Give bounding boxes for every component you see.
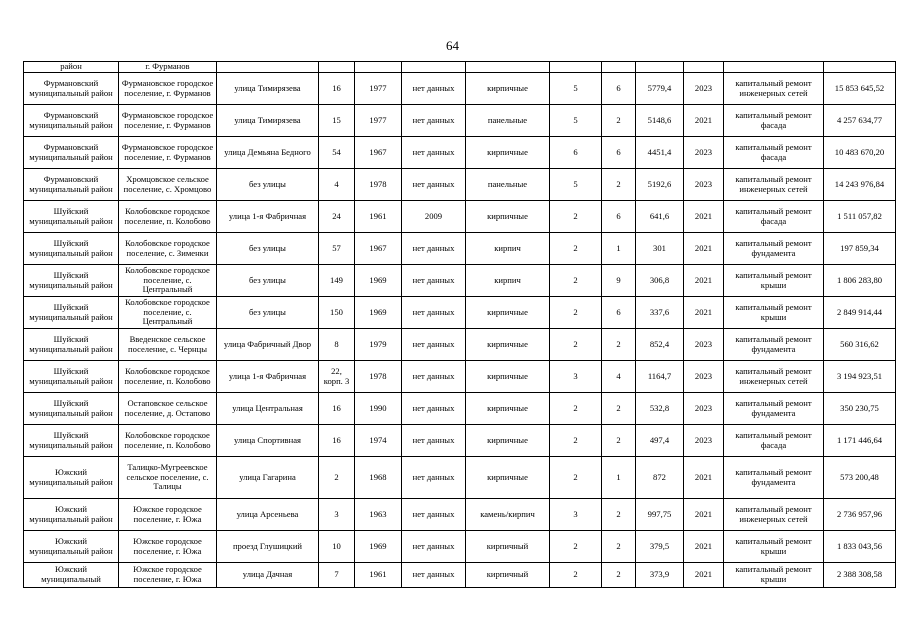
cell-district: Шуйский муниципальный район — [24, 265, 119, 297]
cell-reconstruction-year: нет данных — [402, 137, 466, 169]
cell-street: улица Спортивная — [217, 425, 319, 457]
cell-district: Шуйский муниципальный район — [24, 361, 119, 393]
cell-district: район — [24, 62, 119, 73]
cell-reconstruction-year: нет данных — [402, 499, 466, 531]
cell-repair-cost: 1 833 043,56 — [824, 531, 896, 563]
cell-entrances: 9 — [602, 265, 636, 297]
cell-total-area: 497,4 — [636, 425, 684, 457]
cell-reconstruction-year: нет данных — [402, 563, 466, 588]
cell-wall-material: кирпичный — [466, 563, 550, 588]
cell-repair-type: капитальный ремонт крыши — [724, 531, 824, 563]
cell-house-number: 4 — [319, 169, 355, 201]
cell-settlement: Колобовское городское поселение, с. Центральный — [119, 265, 217, 297]
table-row — [24, 169, 896, 201]
cell-reconstruction-year: нет данных — [402, 233, 466, 265]
cell-street: улица Центральная — [217, 393, 319, 425]
cell-entrances: 6 — [602, 297, 636, 329]
cell-repair-year — [684, 62, 724, 73]
cell-reconstruction-year: нет данных — [402, 73, 466, 105]
cell-floors: 2 — [550, 297, 602, 329]
cell-total-area: 641,6 — [636, 201, 684, 233]
cell-build-year: 1969 — [355, 297, 402, 329]
table-row — [24, 62, 896, 73]
cell-repair-cost: 15 853 645,52 — [824, 73, 896, 105]
table-row — [24, 393, 896, 425]
cell-street: улица 1-я Фабричная — [217, 361, 319, 393]
cell-repair-year: 2021 — [684, 531, 724, 563]
cell-repair-type: капитальный ремонт фасада — [724, 137, 824, 169]
cell-total-area: 5148,6 — [636, 105, 684, 137]
cell-repair-cost: 10 483 670,20 — [824, 137, 896, 169]
page-number: 64 — [446, 38, 459, 53]
cell-repair-cost: 350 230,75 — [824, 393, 896, 425]
cell-house-number: 22, корп. 3 — [319, 361, 355, 393]
cell-build-year: 1977 — [355, 105, 402, 137]
table-row — [24, 233, 896, 265]
cell-district: Шуйский муниципальный район — [24, 297, 119, 329]
cell-floors: 2 — [550, 531, 602, 563]
table-row — [24, 297, 896, 329]
cell-reconstruction-year: нет данных — [402, 393, 466, 425]
cell-house-number: 54 — [319, 137, 355, 169]
cell-build-year: 1967 — [355, 137, 402, 169]
cell-total-area: 997,75 — [636, 499, 684, 531]
cell-street: без улицы — [217, 297, 319, 329]
cell-repair-year: 2021 — [684, 233, 724, 265]
cell-repair-type: капитальный ремонт фундамента — [724, 233, 824, 265]
housing-repair-table — [23, 61, 896, 588]
cell-wall-material: кирпичные — [466, 201, 550, 233]
cell-district: Фурмановский муниципальный район — [24, 169, 119, 201]
cell-district: Фурмановский муниципальный район — [24, 73, 119, 105]
cell-wall-material: камень/кирпич — [466, 499, 550, 531]
cell-repair-type: капитальный ремонт крыши — [724, 265, 824, 297]
cell-street: улица Фабричный Двор — [217, 329, 319, 361]
cell-floors — [550, 62, 602, 73]
cell-house-number: 24 — [319, 201, 355, 233]
cell-build-year: 1990 — [355, 393, 402, 425]
cell-total-area: 4451,4 — [636, 137, 684, 169]
cell-street: без улицы — [217, 169, 319, 201]
cell-total-area: 852,4 — [636, 329, 684, 361]
cell-entrances: 2 — [602, 329, 636, 361]
cell-entrances: 2 — [602, 563, 636, 588]
cell-total-area: 5779,4 — [636, 73, 684, 105]
table-row — [24, 499, 896, 531]
cell-entrances — [602, 62, 636, 73]
cell-street: улица 1-я Фабричная — [217, 201, 319, 233]
cell-total-area: 306,8 — [636, 265, 684, 297]
cell-district: Шуйский муниципальный район — [24, 329, 119, 361]
cell-repair-cost: 1 806 283,80 — [824, 265, 896, 297]
cell-total-area: 5192,6 — [636, 169, 684, 201]
cell-floors: 2 — [550, 265, 602, 297]
cell-house-number — [319, 62, 355, 73]
cell-reconstruction-year: нет данных — [402, 361, 466, 393]
cell-district: Южский муниципальный район — [24, 457, 119, 499]
cell-settlement: Талицко-Мугреевское сельское поселение, с. Талицы — [119, 457, 217, 499]
cell-build-year: 1978 — [355, 169, 402, 201]
cell-entrances: 1 — [602, 457, 636, 499]
cell-build-year: 1974 — [355, 425, 402, 457]
cell-build-year: 1963 — [355, 499, 402, 531]
cell-house-number: 16 — [319, 425, 355, 457]
cell-street: проезд Глушицкий — [217, 531, 319, 563]
cell-floors: 5 — [550, 169, 602, 201]
cell-repair-type: капитальный ремонт крыши — [724, 563, 824, 588]
cell-settlement: Фурмановское городское поселение, г. Фурманов — [119, 73, 217, 105]
cell-repair-cost: 560 316,62 — [824, 329, 896, 361]
cell-wall-material: кирпич — [466, 233, 550, 265]
table-row — [24, 361, 896, 393]
cell-total-area: 872 — [636, 457, 684, 499]
cell-build-year: 1961 — [355, 563, 402, 588]
cell-floors: 2 — [550, 425, 602, 457]
cell-build-year: 1978 — [355, 361, 402, 393]
cell-repair-year: 2023 — [684, 169, 724, 201]
cell-floors: 3 — [550, 499, 602, 531]
table-row — [24, 329, 896, 361]
cell-entrances: 6 — [602, 73, 636, 105]
cell-wall-material: кирпичные — [466, 329, 550, 361]
cell-wall-material: кирпичные — [466, 137, 550, 169]
cell-reconstruction-year: нет данных — [402, 105, 466, 137]
cell-district: Шуйский муниципальный район — [24, 393, 119, 425]
cell-entrances: 2 — [602, 169, 636, 201]
cell-reconstruction-year: нет данных — [402, 457, 466, 499]
cell-build-year: 1969 — [355, 531, 402, 563]
cell-house-number: 3 — [319, 499, 355, 531]
cell-floors: 5 — [550, 105, 602, 137]
cell-build-year: 1968 — [355, 457, 402, 499]
cell-repair-cost: 2 849 914,44 — [824, 297, 896, 329]
cell-settlement: Колобовское городское поселение, п. Колобово — [119, 201, 217, 233]
cell-street: без улицы — [217, 233, 319, 265]
cell-house-number: 16 — [319, 393, 355, 425]
cell-reconstruction-year: нет данных — [402, 169, 466, 201]
cell-repair-type: капитальный ремонт фасада — [724, 425, 824, 457]
cell-district: Шуйский муниципальный район — [24, 201, 119, 233]
cell-repair-year: 2023 — [684, 425, 724, 457]
cell-settlement: Введенское сельское поселение, с. Чернцы — [119, 329, 217, 361]
cell-repair-type: капитальный ремонт инженерных сетей — [724, 499, 824, 531]
cell-total-area: 1164,7 — [636, 361, 684, 393]
table-row — [24, 201, 896, 233]
cell-entrances: 1 — [602, 233, 636, 265]
cell-repair-type: капитальный ремонт фасада — [724, 105, 824, 137]
cell-floors: 2 — [550, 201, 602, 233]
cell-repair-year: 2021 — [684, 105, 724, 137]
cell-build-year — [355, 62, 402, 73]
cell-wall-material: панельные — [466, 105, 550, 137]
cell-repair-year: 2023 — [684, 73, 724, 105]
cell-wall-material: кирпичный — [466, 531, 550, 563]
cell-repair-cost: 4 257 634,77 — [824, 105, 896, 137]
table-row — [24, 73, 896, 105]
cell-repair-cost: 2 736 957,96 — [824, 499, 896, 531]
cell-repair-type: капитальный ремонт крыши — [724, 297, 824, 329]
cell-wall-material: кирпичные — [466, 393, 550, 425]
cell-repair-year: 2021 — [684, 499, 724, 531]
cell-house-number: 149 — [319, 265, 355, 297]
cell-reconstruction-year: нет данных — [402, 425, 466, 457]
cell-district: Шуйский муниципальный район — [24, 425, 119, 457]
cell-repair-type: капитальный ремонт фундамента — [724, 457, 824, 499]
cell-build-year: 1961 — [355, 201, 402, 233]
cell-repair-cost: 1 511 057,82 — [824, 201, 896, 233]
cell-wall-material: кирпичные — [466, 361, 550, 393]
table-row — [24, 563, 896, 588]
cell-repair-year: 2021 — [684, 201, 724, 233]
cell-entrances: 2 — [602, 425, 636, 457]
cell-wall-material: кирпичные — [466, 457, 550, 499]
cell-settlement: Остаповское сельское поселение, д. Остапово — [119, 393, 217, 425]
cell-repair-year: 2023 — [684, 393, 724, 425]
cell-entrances: 2 — [602, 499, 636, 531]
cell-build-year: 1977 — [355, 73, 402, 105]
cell-district: Южский муниципальный район — [24, 499, 119, 531]
table-row — [24, 531, 896, 563]
table-row — [24, 105, 896, 137]
cell-reconstruction-year: нет данных — [402, 297, 466, 329]
cell-build-year: 1969 — [355, 265, 402, 297]
cell-floors: 5 — [550, 73, 602, 105]
cell-repair-year: 2021 — [684, 457, 724, 499]
cell-settlement: Южское городское поселение, г. Южа — [119, 531, 217, 563]
cell-floors: 2 — [550, 393, 602, 425]
cell-wall-material — [466, 62, 550, 73]
cell-settlement: Колобовское городское поселение, п. Колобово — [119, 425, 217, 457]
cell-repair-cost: 197 859,34 — [824, 233, 896, 265]
cell-build-year: 1967 — [355, 233, 402, 265]
cell-district: Фурмановский муниципальный район — [24, 137, 119, 169]
cell-wall-material: панельные — [466, 169, 550, 201]
cell-repair-year: 2021 — [684, 265, 724, 297]
cell-total-area: 379,5 — [636, 531, 684, 563]
cell-settlement: Хромцовское сельское поселение, с. Хромцово — [119, 169, 217, 201]
cell-district: Южский муниципальный район — [24, 531, 119, 563]
cell-house-number: 8 — [319, 329, 355, 361]
cell-house-number: 16 — [319, 73, 355, 105]
cell-repair-type: капитальный ремонт инженерных сетей — [724, 169, 824, 201]
cell-wall-material: кирпич — [466, 265, 550, 297]
cell-total-area: 337,6 — [636, 297, 684, 329]
cell-house-number: 10 — [319, 531, 355, 563]
cell-total-area: 301 — [636, 233, 684, 265]
cell-repair-type: капитальный ремонт инженерных сетей — [724, 361, 824, 393]
cell-reconstruction-year: 2009 — [402, 201, 466, 233]
cell-entrances: 2 — [602, 105, 636, 137]
cell-settlement: Фурмановское городское поселение, г. Фурманов — [119, 105, 217, 137]
cell-wall-material: кирпичные — [466, 73, 550, 105]
table-row — [24, 265, 896, 297]
cell-repair-year: 2023 — [684, 137, 724, 169]
cell-repair-cost: 3 194 923,51 — [824, 361, 896, 393]
cell-entrances: 2 — [602, 531, 636, 563]
cell-house-number: 15 — [319, 105, 355, 137]
cell-repair-year: 2021 — [684, 563, 724, 588]
cell-settlement: Колобовское городское поселение, с. Центральный — [119, 297, 217, 329]
cell-repair-cost: 14 243 976,84 — [824, 169, 896, 201]
cell-house-number: 2 — [319, 457, 355, 499]
cell-street: без улицы — [217, 265, 319, 297]
cell-repair-type: капитальный ремонт инженерных сетей — [724, 73, 824, 105]
cell-repair-year: 2023 — [684, 329, 724, 361]
cell-total-area — [636, 62, 684, 73]
cell-floors: 2 — [550, 329, 602, 361]
cell-settlement: Южское городское поселение, г. Южа — [119, 563, 217, 588]
cell-reconstruction-year: нет данных — [402, 329, 466, 361]
cell-district: Шуйский муниципальный район — [24, 233, 119, 265]
cell-floors: 2 — [550, 457, 602, 499]
cell-reconstruction-year — [402, 62, 466, 73]
cell-district: Фурмановский муниципальный район — [24, 105, 119, 137]
cell-repair-year: 2023 — [684, 361, 724, 393]
cell-settlement: Фурмановское городское поселение, г. Фурманов — [119, 137, 217, 169]
cell-repair-cost: 573 200,48 — [824, 457, 896, 499]
cell-repair-cost: 1 171 446,64 — [824, 425, 896, 457]
cell-wall-material: кирпичные — [466, 425, 550, 457]
table-row — [24, 457, 896, 499]
cell-settlement: Южское городское поселение, г. Южа — [119, 499, 217, 531]
cell-floors: 2 — [550, 563, 602, 588]
cell-reconstruction-year: нет данных — [402, 531, 466, 563]
cell-street — [217, 62, 319, 73]
cell-street: улица Гагарина — [217, 457, 319, 499]
cell-build-year: 1979 — [355, 329, 402, 361]
cell-street: улица Дачная — [217, 563, 319, 588]
cell-house-number: 7 — [319, 563, 355, 588]
cell-repair-cost: 2 388 308,58 — [824, 563, 896, 588]
cell-house-number: 150 — [319, 297, 355, 329]
cell-settlement: г. Фурманов — [119, 62, 217, 73]
cell-settlement: Колобовское городское поселение, с. Зименки — [119, 233, 217, 265]
cell-street: улица Тимирязева — [217, 105, 319, 137]
cell-settlement: Колобовское городское поселение, п. Колобово — [119, 361, 217, 393]
cell-entrances: 6 — [602, 137, 636, 169]
cell-entrances: 2 — [602, 393, 636, 425]
cell-street: улица Демьяна Бедного — [217, 137, 319, 169]
cell-repair-type: капитальный ремонт фундамента — [724, 329, 824, 361]
cell-entrances: 4 — [602, 361, 636, 393]
cell-floors: 6 — [550, 137, 602, 169]
cell-repair-type: капитальный ремонт фундамента — [724, 393, 824, 425]
table-row — [24, 137, 896, 169]
cell-total-area: 373,9 — [636, 563, 684, 588]
cell-floors: 3 — [550, 361, 602, 393]
cell-floors: 2 — [550, 233, 602, 265]
table-row — [24, 425, 896, 457]
cell-street: улица Арсеньева — [217, 499, 319, 531]
cell-repair-cost — [824, 62, 896, 73]
cell-repair-year: 2021 — [684, 297, 724, 329]
cell-repair-type — [724, 62, 824, 73]
cell-district: Южский муниципальный — [24, 563, 119, 588]
cell-house-number: 57 — [319, 233, 355, 265]
cell-wall-material: кирпичные — [466, 297, 550, 329]
cell-total-area: 532,8 — [636, 393, 684, 425]
cell-reconstruction-year: нет данных — [402, 265, 466, 297]
cell-repair-type: капитальный ремонт фасада — [724, 201, 824, 233]
cell-entrances: 6 — [602, 201, 636, 233]
cell-street: улица Тимирязева — [217, 73, 319, 105]
